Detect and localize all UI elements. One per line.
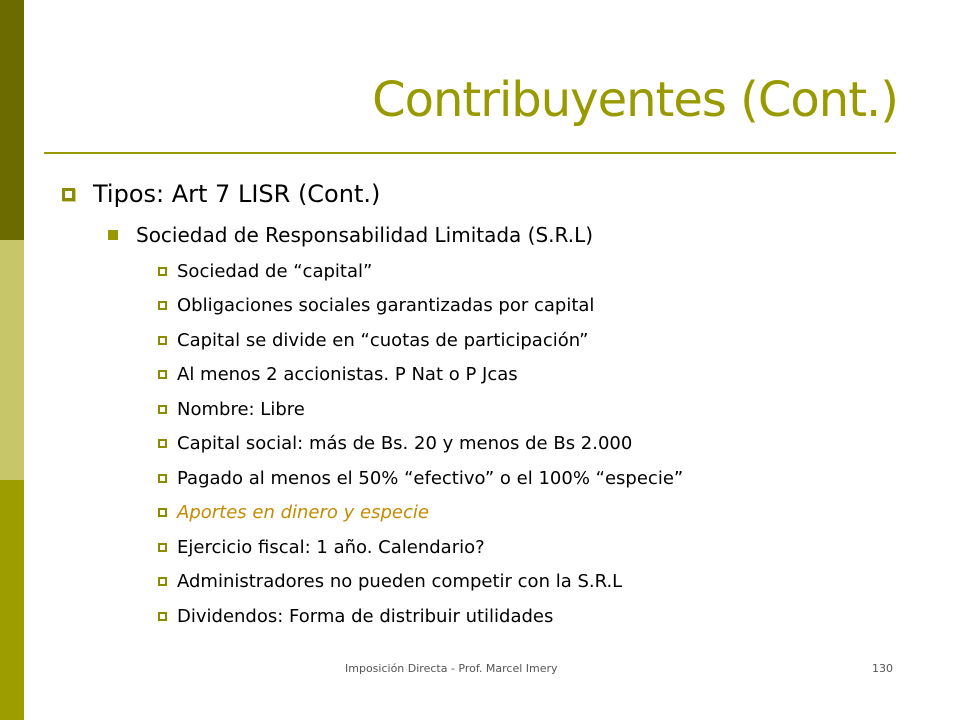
hollow-square-bullet-icon (158, 543, 167, 552)
level3-bullet (158, 463, 683, 493)
hollow-square-bullet-icon (158, 301, 167, 310)
hollow-square-bullet-icon (158, 612, 167, 621)
level2-bullet (108, 218, 593, 252)
slide-title: Contribuyentes (Cont.) (372, 72, 898, 128)
page-number: 130 (872, 662, 893, 675)
level3-bullet (158, 601, 553, 631)
slide-footer (0, 662, 960, 682)
level3-bullet (158, 566, 622, 596)
level3-bullet (158, 394, 305, 424)
level3-bullet-text: Capital social: más de Bs. 20 y menos de Bs 2.000 (177, 432, 633, 454)
hollow-square-bullet-icon (158, 336, 167, 345)
level3-bullet (158, 325, 589, 355)
hollow-square-bullet-icon (158, 474, 167, 483)
level3-bullet (158, 532, 485, 562)
level3-bullet-text: Administradores no pueden competir con la S.R.L (177, 570, 623, 592)
hollow-square-bullet-icon (158, 267, 167, 276)
level3-bullet-text: Ejercicio fiscal: 1 año. Calendario? (177, 536, 485, 558)
level3-bullet (158, 290, 594, 320)
hollow-square-bullet-icon (158, 370, 167, 379)
filled-square-bullet-icon (108, 230, 118, 240)
level3-bullet-text: Nombre: Libre (177, 398, 305, 420)
level3-bullet-text: Capital se divide en “cuotas de participación” (177, 329, 589, 351)
hollow-square-bullet-icon (158, 577, 167, 586)
level3-bullet-highlighted (158, 497, 429, 527)
level3-bullet (158, 359, 518, 389)
level2-bullet-text: Sociedad de Responsabilidad Limitada (S.R.L) (136, 223, 594, 247)
hollow-square-bullet-icon (158, 405, 167, 414)
level3-bullet-text: Pagado al menos el 50% “efectivo” o el 100% “especie” (177, 467, 684, 489)
hollow-square-bullet-icon (158, 508, 167, 517)
level3-bullet-text: Aportes en dinero y especie (177, 501, 429, 523)
level3-bullet (158, 428, 632, 458)
hollow-square-bullet-icon (158, 439, 167, 448)
level3-bullet-text: Al menos 2 accionistas. P Nat o P Jcas (177, 363, 518, 385)
level3-bullet-text: Obligaciones sociales garantizadas por capital (177, 294, 595, 316)
footer-text: Imposición Directa - Prof. Marcel Imery (345, 662, 558, 675)
level3-bullet-text: Sociedad de “capital” (177, 260, 373, 282)
level1-bullet (62, 174, 380, 214)
hollow-square-bullet-icon (62, 188, 75, 201)
level1-bullet-text: Tipos: Art 7 LISR (Cont.) (93, 180, 381, 208)
level3-bullet-text: Dividendos: Forma de distribuir utilidades (177, 605, 554, 627)
level3-bullet (158, 256, 372, 286)
